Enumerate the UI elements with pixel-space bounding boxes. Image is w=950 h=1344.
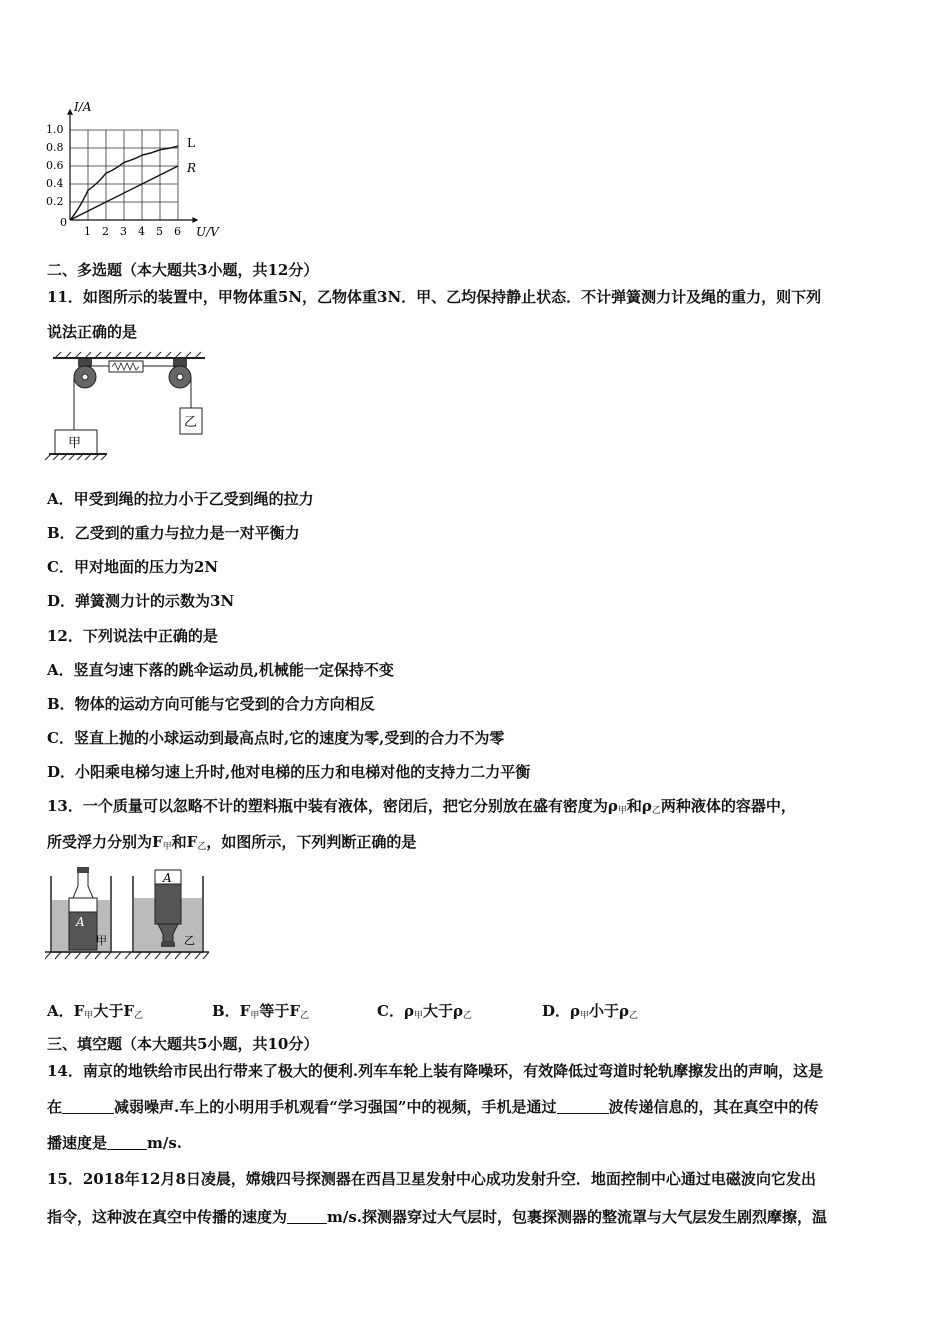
q14-text: 播速度是: [47, 1134, 108, 1152]
q12-option-a: A．竖直匀速下落的跳伞运动员,机械能一定保持不变: [47, 661, 394, 679]
iu-graph: [40, 96, 230, 241]
q14-line2: [47, 1097, 819, 1117]
q13-sub: 乙: [628, 1011, 638, 1021]
q13-sub: 甲: [250, 1011, 260, 1021]
q13-opt-text: 等于F: [259, 1002, 300, 1020]
q13-sub: 乙: [197, 842, 207, 852]
q14-line1: 14．南京的地铁给市民出行带来了极大的便利.列车车轮上装有降噪环，有效降低过弯道时轮轨摩擦发出的声响，这是: [47, 1062, 824, 1080]
q13-sub: 乙: [133, 1011, 143, 1021]
q12-option-d: D．小阳乘电梯匀速上升时,他对电梯的压力和电梯对他的支持力二力平衡: [47, 763, 531, 781]
q13-text: 13．一个质量可以忽略不计的塑料瓶中装有液体，密闭后，把它分别放在盛有密度为ρ: [47, 797, 618, 815]
x-axis-arrow: [192, 217, 198, 223]
curve-r-label: R: [187, 161, 197, 175]
q13-sub: 甲: [84, 1011, 94, 1021]
q13-option-c: [377, 1001, 472, 1026]
pulley-figure: [45, 350, 210, 465]
q13-stem-line2: [47, 832, 416, 857]
container-yi-label: 乙: [184, 934, 195, 947]
q13-text: ，如图所示，下列判断正确的是: [206, 833, 417, 851]
q13-option-d: [542, 1001, 638, 1026]
q13-stem-line1: [47, 796, 796, 821]
curve-l-label: L: [187, 136, 195, 150]
q13-opt-text: D．ρ: [542, 1002, 580, 1020]
q15-text: m/s.探测器穿过大气层时，包裹探测器的整流罩与大气层发生剧烈摩擦，温: [327, 1208, 828, 1226]
q14-blank-3[interactable]: [107, 1135, 147, 1150]
spring-scale: [109, 361, 143, 372]
y-tick-label: 1.0: [46, 123, 64, 136]
q13-opt-text: 大于ρ: [422, 1002, 463, 1020]
bottle-jia-a: A: [76, 915, 85, 929]
q14-text: 减弱噪声.车上的小明用手机观看“学习强国”中的视频，手机是通过: [114, 1098, 557, 1116]
q11-option-c: C．甲对地面的压力为2N: [47, 558, 219, 576]
q14-text: 波传递信息的，其在真空中的传: [608, 1098, 819, 1116]
y-tick-label: 0.6: [46, 159, 64, 172]
block-jia-label: 甲: [68, 436, 82, 451]
block-yi-label: 乙: [184, 415, 198, 430]
x-tick-label: 6: [174, 225, 181, 238]
y-tick-label: 0.2: [46, 195, 64, 208]
q13-sub: 乙: [462, 1011, 472, 1021]
q11-option-b: B．乙受到的重力与拉力是一对平衡力: [47, 524, 300, 542]
q13-sub: 甲: [162, 842, 172, 852]
q13-option-a: [47, 1001, 143, 1026]
section3-heading: 三、填空题（本大题共5小题，共10分）: [47, 1035, 319, 1053]
q13-opt-text: A．F: [47, 1002, 85, 1020]
q12-option-c: C．竖直上抛的小球运动到最高点时,它的速度为零,受到的合力不为零: [47, 729, 505, 747]
bottle-yi-a: A: [163, 871, 172, 885]
graph-grid: [67, 109, 198, 223]
container-jia-label: 甲: [96, 934, 107, 947]
q13-opt-text: B．F: [212, 1002, 251, 1020]
bottle-yi: [155, 880, 181, 924]
q13-sub: 甲: [413, 1011, 423, 1021]
y-axis-label: I/A: [74, 100, 92, 114]
q14-blank-1[interactable]: [62, 1099, 114, 1114]
y-tick-label: 0.8: [46, 141, 64, 154]
q12-option-b: B．物体的运动方向可能与它受到的合力方向相反: [47, 695, 375, 713]
q15-line2: [47, 1207, 827, 1227]
x-tick-label: 1: [84, 225, 91, 238]
q13-option-b: [212, 1001, 309, 1026]
q14-line3: [47, 1133, 182, 1153]
q11-stem-line2: 说法正确的是: [47, 323, 138, 341]
q13-opt-text: C．ρ: [377, 1002, 414, 1020]
q13-sub: 甲: [617, 806, 627, 816]
q13-text: 两种液体的容器中，: [660, 797, 796, 815]
q13-text: 和F: [171, 833, 198, 851]
q13-text: 所受浮力分别为F: [47, 833, 163, 851]
q12-stem: 12．下列说法中正确的是: [47, 627, 218, 645]
x-tick-label: 5: [156, 225, 163, 238]
q15-line1: 15．2018年12月8日凌晨，嫦娥四号探测器在西昌卫星发射中心成功发射升空．地面控制中心通过电磁波向它发出: [47, 1170, 816, 1188]
x-axis-label: U/V: [196, 225, 219, 239]
q15-text: 指令，这种波在真空中传播的速度为: [47, 1208, 288, 1226]
q14-blank-2[interactable]: [557, 1099, 609, 1114]
q14-text: m/s.: [147, 1134, 183, 1152]
y-axis-arrow: [67, 109, 73, 115]
q13-text: 和ρ: [626, 797, 652, 815]
x-tick-label: 3: [120, 225, 127, 238]
y-tick-label: 0.4: [46, 177, 64, 190]
x-tick-label: 4: [138, 225, 145, 238]
section2-heading: 二、多选题（本大题共3小题，共12分）: [47, 261, 319, 279]
origin-label: 0: [60, 216, 67, 229]
q13-opt-text: 小于ρ: [589, 1002, 629, 1020]
q13-sub: 甲: [579, 1011, 589, 1021]
q13-sub: 乙: [651, 806, 661, 816]
q13-sub: 乙: [300, 1011, 310, 1021]
q11-option-d: D．弹簧测力计的示数为3N: [47, 592, 235, 610]
q11-stem-line1: 11．如图所示的装置中，甲物体重5N，乙物体重3N．甲、乙均保持静止状态．不计弹簧测力计及绳的重力，则下列: [47, 288, 822, 306]
x-tick-label: 2: [102, 225, 109, 238]
q11-option-a: A．甲受到绳的拉力小于乙受到绳的拉力: [47, 490, 314, 508]
q14-text: 在: [47, 1098, 63, 1116]
q15-blank-1[interactable]: [287, 1209, 327, 1224]
q13-opt-text: 大于F: [93, 1002, 134, 1020]
bottle-figure: [45, 862, 210, 970]
